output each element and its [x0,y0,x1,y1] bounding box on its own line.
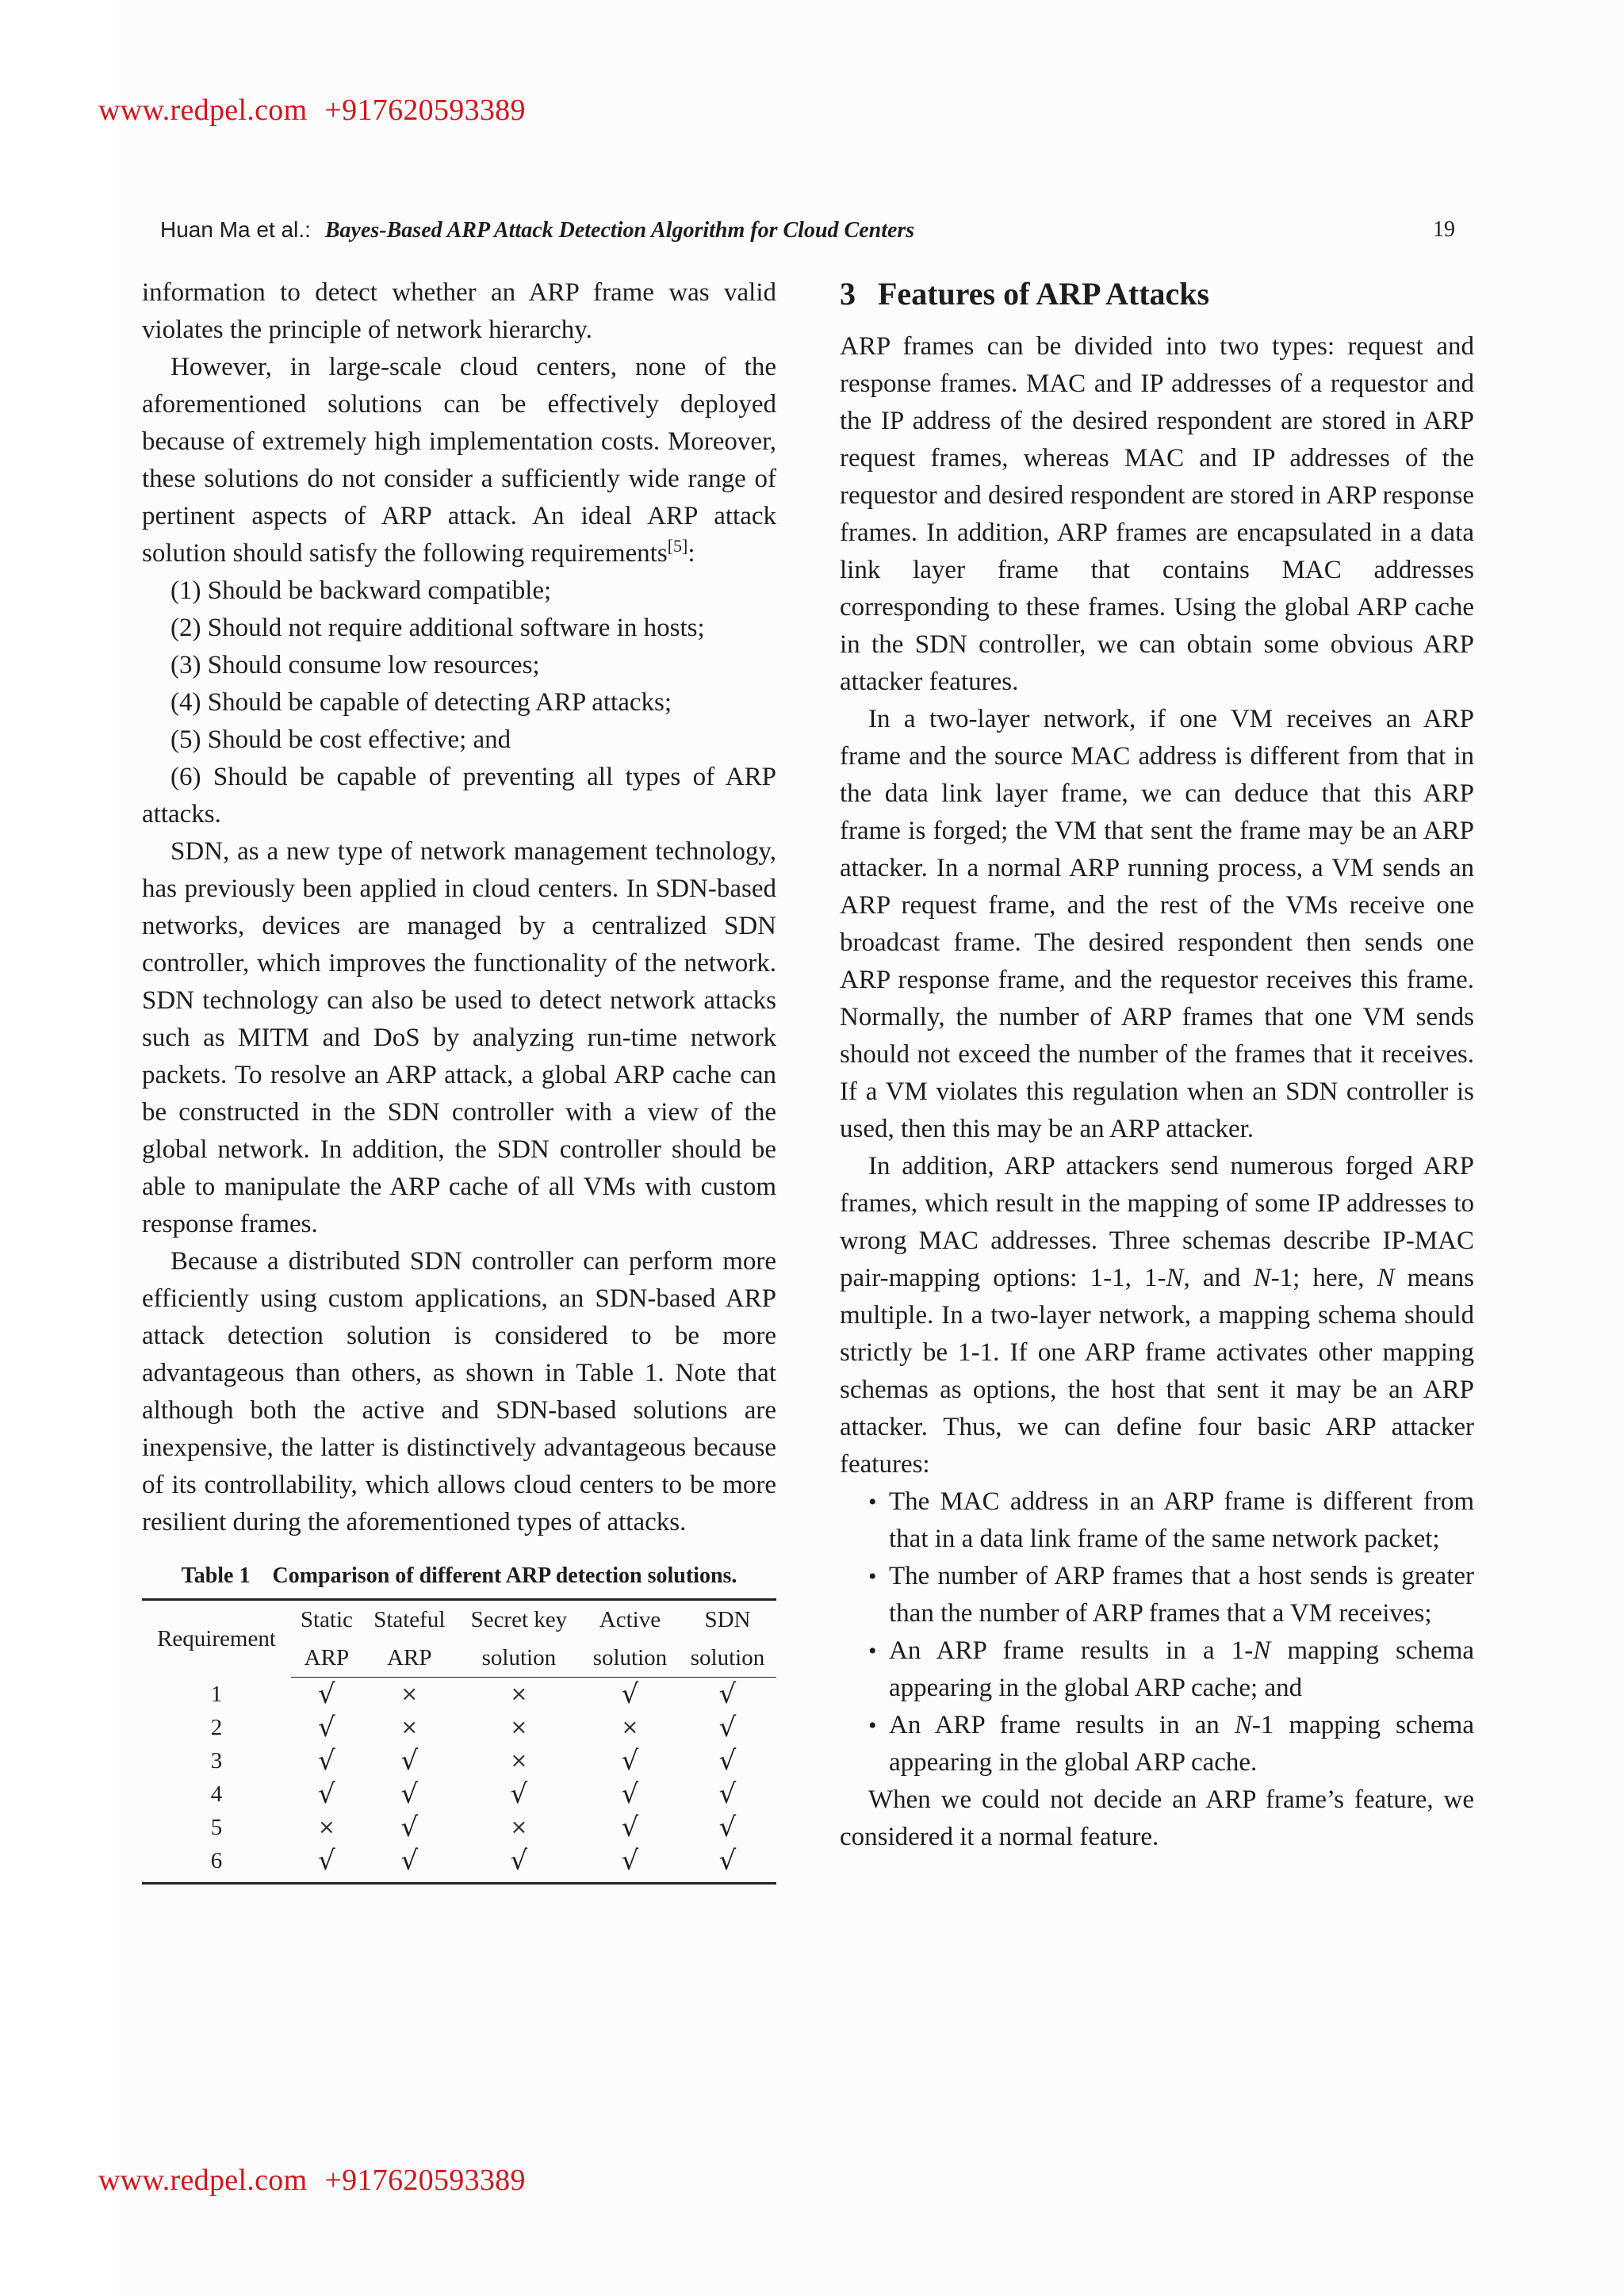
table-caption-text: Comparison of different ARP detection solutions. [272,1563,737,1588]
list-item [840,1632,1474,1707]
paragraph: When we could not decide an ARP frame’s feature, we considered it a normal feature. [840,1785,1474,1851]
table-cell: √ [581,1844,679,1884]
table-caption [142,1559,776,1594]
bullet-icon: • [868,1712,877,1739]
table-header: Active [581,1600,679,1640]
page-number: 19 [1433,217,1455,242]
table-cell: √ [718,1778,737,1810]
table-row [142,1777,776,1811]
table-cell: √ [400,1745,419,1777]
list-item-text: The number of ARP frames that a host sends is greater than the number of ARP frames that a VM receives; [889,1562,1474,1628]
table-cell: √ [510,1778,528,1810]
table-cell: √ [621,1678,639,1710]
table-cell: × [510,1682,528,1706]
paragraph: SDN, as a new type of network management technology, has previously been applied in cloud centers. In SDN-based networks, devices are managed by a centralized SDN controller, which improves the functionality of the network. SDN technology can also be used to detect network attacks such as MITM and DoS by analyzing run-time network packets. To resolve an ARP attack, a global ARP cache can be constructed in the SDN controller with a view of the global network. In addition, the SDN controller should be able to manipulate the ARP cache of all VMs with custom response frames. [142,837,776,1238]
table-cell: √ [679,1844,776,1884]
watermark-bottom [98,2163,526,2198]
table-cell: × [400,1716,419,1739]
list-item [840,1558,1474,1632]
table-cell: √ [718,1812,737,1843]
table-cell: √ [621,1778,639,1810]
list-item-text: mapping schema appearing in the global ARP cache; and [889,1636,1475,1702]
table-header: SDN [679,1600,776,1640]
bullet-icon: • [868,1563,877,1590]
paragraph-text: means multiple. In a two-layer network, a mapping schema should strictly be 1-1. If one ARP frame activates other mapping schemas as options, the host that sent it may be an ARP attacker. Thus, we can define four basic ARP attacker features: [840,1264,1474,1479]
table-cell: × [510,1716,528,1739]
math-variable: N [1234,1711,1252,1739]
table-cell-req: 4 [210,1781,223,1807]
paragraph: In a two-layer network, if one VM receives an ARP frame and the source MAC address is different from that in the data link layer frame, we can deduce that this ARP frame is forged; the VM that sent the frame may be an ARP attacker. In a normal ARP running process, a VM sends an ARP request frame, and the rest of the VMs receive one broadcast frame. The desired respondent then sends one ARP response frame, and the requestor receives this frame. Normally, the number of ARP frames that one VM sends should not exceed the number of the frames that it receives. If a VM violates this regulation when an SDN controller is used, then this may be an ARP attacker. [840,705,1474,1143]
table-header: Stateful [362,1600,457,1640]
feature-list [840,1483,1474,1781]
paragraph-text: , and [1183,1264,1254,1292]
paragraph: Because a distributed SDN controller can perform more efficiently using custom applications, an SDN-based ARP attack detection solution is considered to be more advantageous than others, as shown in Table 1. Note that although both the active and SDN-based solutions are inexpensive, the latter is distinctively advantageous because of its controllability, which allows cloud centers to be more resilient during the aforementioned types of attacks. [142,1247,776,1536]
table-cell: × [510,1816,528,1839]
section-heading [840,274,1474,314]
table-row [142,1844,776,1884]
table-cell: √ [621,1745,639,1777]
math-variable: N [1253,1264,1271,1292]
table-cell-req: 1 [210,1681,223,1707]
list-item-text: An ARP frame results in an [889,1711,1235,1739]
watermark-phone: +917620593389 [324,94,526,127]
requirement-item: (1) Should be backward compatible; [170,576,552,605]
section-title: Features of ARP Attacks [878,276,1210,312]
running-head-title: Bayes-Based ARP Attack Detection Algorithm for Cloud Centers [324,218,915,243]
bullet-icon: • [868,1489,877,1515]
requirement-item: (4) Should be capable of detecting ARP attacks; [170,688,672,717]
bullet-icon: • [868,1638,877,1664]
table-cell: √ [318,1778,335,1810]
comparison-table [142,1598,776,1885]
table-header: ARP [291,1639,362,1678]
table-cell-req: 2 [210,1715,223,1740]
paragraph-text: -1; here, [1270,1264,1377,1292]
table-row [142,1744,776,1777]
right-column [840,274,1474,1856]
requirement-item: (5) Should be cost effective; and [170,725,511,754]
requirement-item: (2) Should not require additional software in hosts; [170,614,705,642]
citation-ref[interactable]: [5] [667,536,688,556]
paragraph: ARP frames can be divided into two types: request and response frames. MAC and IP addresses of a requestor and the IP address of the desired respondent are stored in ARP request frames, whereas MAC and IP addresses of the requestor and desired respondent are stored in ARP response frames. In addition, ARP frames are encapsulated in a data link layer frame that contains MAC addresses corresponding to these frames. Using the global ARP cache in the SDN controller, we can obtain some obvious ARP attacker features. [840,332,1474,696]
paragraph-text-end: : [688,539,695,568]
table-cell: √ [318,1712,335,1743]
table-cell: × [317,1816,335,1839]
math-variable: N [1377,1264,1395,1292]
paragraph: information to detect whether an ARP frame was valid violates the principle of network hierarchy. [142,278,776,344]
table-header: solution [581,1639,679,1678]
table-cell: √ [718,1745,737,1777]
table-cell-req: 5 [210,1815,223,1840]
paragraph [142,349,776,572]
table-row [142,1678,776,1712]
paragraph-text: In addition, ARP attackers send numerous forged ARP frames, which result in the mapping of some IP addresses to wrong MAC addresses. Three schemas describe IP-MAC pair-mapping options: 1-1, 1- [840,1152,1474,1292]
table-cell: √ [718,1678,737,1710]
watermark-top [98,93,526,128]
requirement-item: (3) Should consume low resources; [170,651,540,679]
list-item-text: An ARP frame results in a 1- [889,1636,1254,1665]
list-item [840,1707,1474,1781]
requirement-item: (6) Should be capable of preventing all types of ARP attacks. [142,763,776,828]
watermark-phone: +917620593389 [324,2164,526,2197]
table-cell: √ [318,1745,335,1777]
table-cell: √ [400,1778,419,1810]
table-cell: × [510,1749,528,1773]
table-header: Static [291,1600,362,1640]
list-item [840,1483,1474,1558]
running-head-authors: Huan Ma et al.: [160,217,311,242]
table-header-requirement: Requirement [142,1600,291,1678]
table-header: ARP [362,1639,457,1678]
table-cell: × [400,1682,419,1706]
table-cell: √ [718,1712,737,1743]
table-body [142,1678,776,1884]
table-row [142,1711,776,1744]
table-cell: √ [362,1844,457,1884]
table-cell: × [621,1716,639,1739]
table-cell: √ [457,1844,581,1884]
table-cell: √ [400,1812,419,1843]
watermark-site[interactable]: www.redpel.com [98,94,308,127]
table-row [142,1811,776,1844]
table-header: solution [679,1639,776,1678]
math-variable: N [1253,1636,1271,1665]
section-number: 3 [840,276,856,312]
paragraph [840,1148,1474,1483]
table-cell: √ [621,1812,639,1843]
table-header: Secret key [457,1600,581,1640]
paragraph-text: However, in large-scale cloud centers, none of the aforementioned solutions can be effectively deployed because of extremely high implementation costs. Moreover, these solutions do not consider a sufficiently wide range of pertinent aspects of ARP attack. An ideal ARP attack solution should satisfy the following requirements [142,353,776,568]
running-head [160,217,1455,249]
watermark-site[interactable]: www.redpel.com [98,2164,308,2197]
list-item-text: -1 mapping schema appearing in the global ARP cache. [889,1711,1474,1777]
table-cell-req: 3 [210,1748,223,1774]
math-variable: N [1166,1264,1184,1292]
table-cell: √ [291,1844,362,1884]
left-column [142,274,776,1885]
table-cell: √ [318,1678,335,1710]
table-header: solution [457,1639,581,1678]
table-label: Table 1 [181,1563,251,1588]
list-item-text: The MAC address in an ARP frame is different from that in a data link frame of the same network packet; [889,1487,1474,1553]
table-cell-req: 6 [142,1844,291,1884]
